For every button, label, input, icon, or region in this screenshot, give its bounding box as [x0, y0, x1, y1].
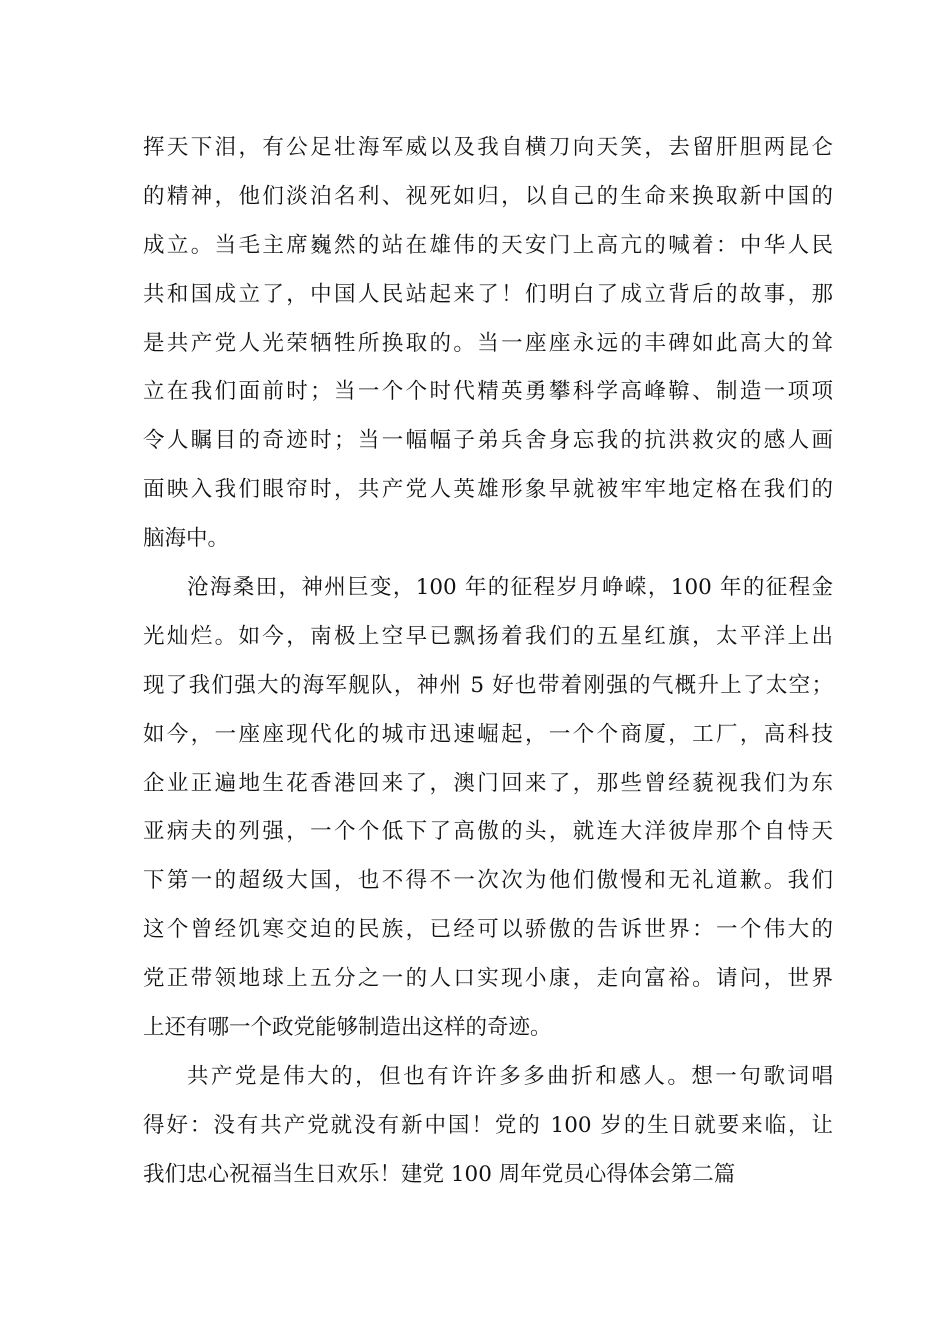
text-line: 如今，一座座现代化的城市迅速崛起，一个个商厦，工厂，高科技 — [143, 721, 833, 747]
text-line: 光灿烂。如今，南极上空早已飘扬着我们的五星红旗，太平洋上出 — [143, 623, 833, 649]
text-line: 沧海桑田，神州巨变，100 年的征程岁月峥嵘，100 年的征程金 — [187, 575, 833, 601]
text-line: 这个曾经饥寒交迫的民族，已经可以骄傲的告诉世界：一个伟大的 — [143, 917, 833, 943]
paragraph-2 — [143, 564, 833, 1053]
document-body — [143, 124, 833, 1200]
text-line: 共产党是伟大的，但也有许许多多曲折和感人。想一句歌词唱 — [187, 1063, 833, 1089]
text-line: 的精神，他们淡泊名利、视死如归，以自己的生命来换取新中国的 — [143, 183, 833, 209]
text-line: 党正带领地球上五分之一的人口实现小康，走向富裕。请问，世界 — [143, 966, 833, 992]
paragraph-3 — [143, 1053, 833, 1200]
text-line: 成立。当毛主席巍然的站在雄伟的天安门上高亢的喊着：中华人民 — [143, 232, 833, 258]
text-line: 亚病夫的列强，一个个低下了高傲的头，就连大洋彼岸那个自恃天 — [143, 819, 833, 845]
text-line: 上还有哪一个政党能够制造出这样的奇迹。 — [143, 1015, 552, 1041]
paragraph-1 — [143, 124, 833, 564]
text-line: 是共产党人光荣牺牲所换取的。当一座座永远的丰碑如此高大的耸 — [143, 330, 833, 356]
text-line: 共和国成立了，中国人民站起来了！们明白了成立背后的故事，那 — [143, 281, 833, 307]
text-line: 企业正遍地生花香港回来了，澳门回来了，那些曾经藐视我们为东 — [143, 770, 833, 796]
text-line: 下第一的超级大国，也不得不一次次为他们傲慢和无礼道歉。我们 — [143, 868, 833, 894]
text-line: 令人瞩目的奇迹时；当一幅幅子弟兵舍身忘我的抗洪救灾的感人画 — [143, 428, 833, 454]
text-line: 得好：没有共产党就没有新中国！党的 100 岁的生日就要来临，让 — [143, 1112, 833, 1138]
text-line: 脑海中。 — [143, 526, 230, 552]
text-line: 面映入我们眼帘时，共产党人英雄形象早就被牢牢地定格在我们的 — [143, 477, 833, 503]
text-line: 现了我们强大的海军舰队，神州 5 好也带着刚强的气概升上了太空； — [143, 672, 833, 698]
text-line: 挥天下泪，有公足壮海军威以及我自横刀向天笑，去留肝胆两昆仑 — [143, 135, 833, 160]
text-line: 我们忠心祝福当生日欢乐！建党 100 周年党员心得体会第二篇 — [143, 1161, 736, 1187]
text-line: 立在我们面前时；当一个个时代精英勇攀科学高峰鞥、制造一项项 — [143, 379, 833, 405]
